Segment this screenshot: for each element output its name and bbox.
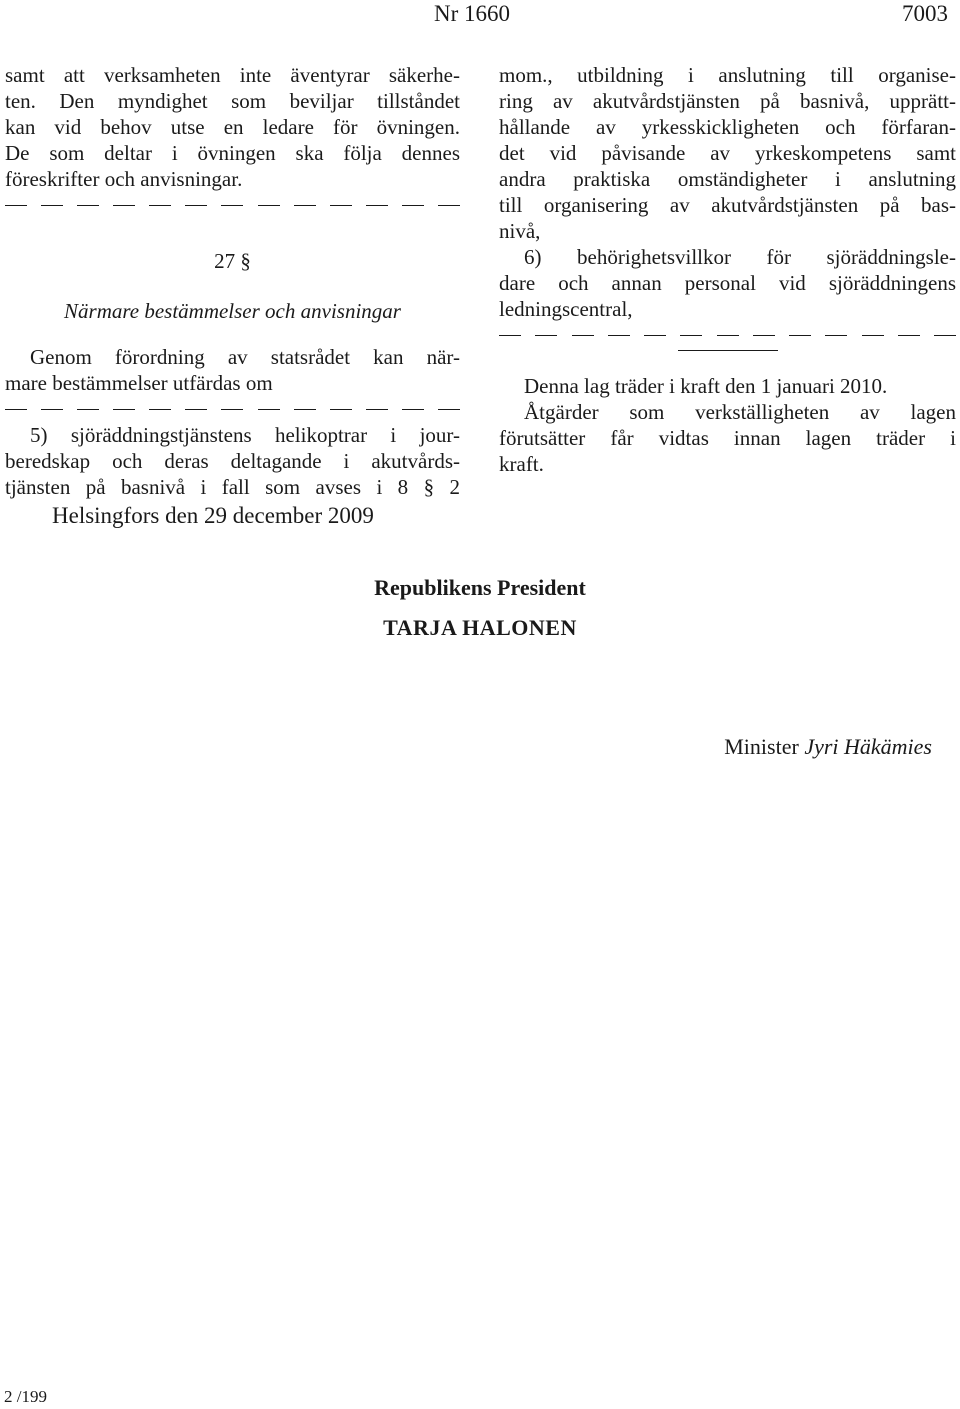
- text-line: kan vid behov utse en ledare för övningen.: [5, 115, 460, 139]
- signer-name: TARJA HALONEN: [383, 615, 577, 640]
- section-heading: Närmare bestämmelser och anvisningar: [64, 299, 401, 323]
- text-line: beredskap och deras deltagande i akutvårds-: [5, 449, 460, 473]
- text-line: förutsätter får vidtas innan lagen träder i: [499, 426, 956, 450]
- right-column: [499, 62, 956, 477]
- text-line: samt att verksamheten inte äventyrar säkerhe-: [5, 63, 460, 87]
- text-line: hållande av yrkesskickligheten och förfaran-: [499, 115, 956, 139]
- text-line: föreskrifter och anvisningar.: [5, 167, 243, 191]
- page-number: 7003: [902, 1, 948, 26]
- page-header: [0, 0, 960, 30]
- text-line: ledningscentral,: [499, 297, 633, 321]
- intro-paragraph: [5, 62, 460, 192]
- text-line: nivå,: [499, 219, 541, 243]
- minister-name: Jyri Häkämies: [804, 734, 932, 759]
- omission-dashes: [499, 322, 956, 348]
- text-line: mom., utbildning i anslutning till organise-: [499, 63, 956, 87]
- text-line: ring av akutvårdstjänsten på basnivå, upprätt-: [499, 89, 956, 113]
- place-and-date: Helsingfors den 29 december 2009: [52, 503, 374, 528]
- text-line: De som deltar i övningen ska följa dennes: [5, 141, 460, 165]
- text-line: det vid påvisande av yrkeskompetens samt: [499, 141, 956, 165]
- entry-into-force: Denna lag träder i kraft den 1 januari 2010.: [524, 374, 888, 398]
- left-column: [5, 62, 460, 500]
- text-line: 6) behörighetsvillkor för sjöräddningsle-: [524, 245, 956, 269]
- issue-number: Nr 1660: [434, 1, 511, 26]
- item-6: [499, 244, 956, 322]
- text-line: mare bestämmelser utfärdas om: [5, 371, 273, 395]
- minister-label: Minister: [724, 734, 799, 759]
- omission-dashes: [5, 396, 460, 422]
- text-line: 5) sjöräddningstjänstens helikoptrar i jour-: [30, 423, 460, 447]
- footer-page-ref: 2 /199: [4, 1387, 47, 1406]
- text-line: Genom förordning av statsrådet kan när-: [30, 345, 460, 369]
- text-line: kraft.: [499, 452, 544, 476]
- section-number-value: 27: [214, 249, 236, 273]
- item-5: [5, 422, 460, 500]
- minister-signature: [724, 734, 932, 760]
- end-rule: [678, 350, 778, 351]
- signer-title: Republikens President: [374, 575, 586, 600]
- continuation-paragraph: [499, 62, 956, 244]
- paragraph-1: [5, 344, 460, 396]
- text-line: ten. Den myndighet som beviljar tillståndet: [5, 89, 460, 113]
- text-line: dare och annan personal vid sjöräddningens: [499, 271, 956, 295]
- text-line: andra praktiska omständigheter i anslutning: [499, 167, 956, 191]
- text-line: till organisering av akutvårdstjänsten på bas-: [499, 193, 956, 217]
- section-number: [5, 248, 460, 274]
- omission-dashes: [5, 192, 460, 218]
- section-symbol: §: [240, 249, 251, 273]
- text-line: Åtgärder som verkställigheten av lagen: [524, 400, 956, 424]
- text-line: tjänsten på basnivå i fall som avses i 8 § 2: [5, 475, 460, 499]
- measures-paragraph: [499, 399, 956, 477]
